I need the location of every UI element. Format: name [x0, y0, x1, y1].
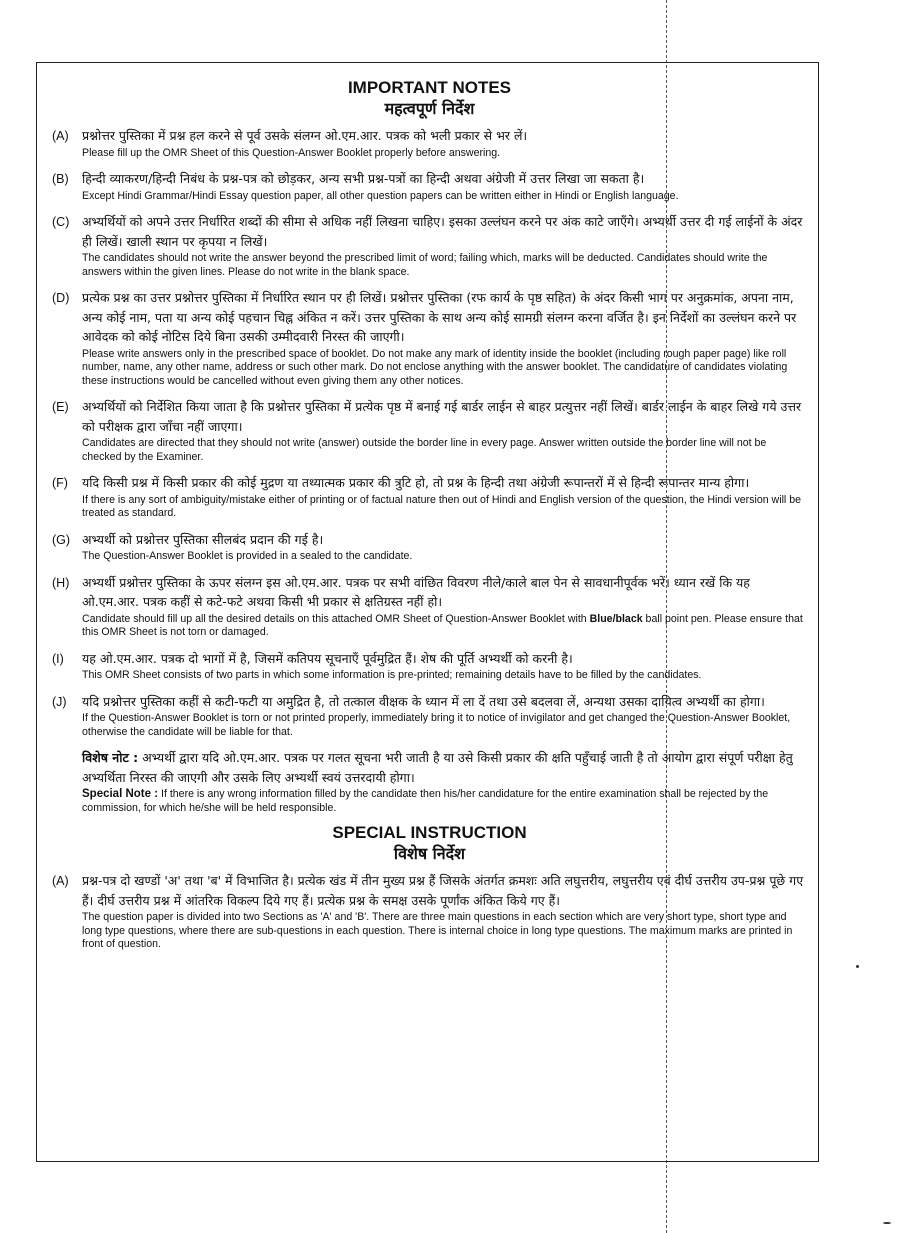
note-label: (A) — [52, 129, 69, 143]
important-notes-title-hindi: महत्वपूर्ण निर्देश — [384, 99, 475, 118]
special-note-english: Special Note : If there is any wrong information filled by the candidate then his/her candidature for the entire examination shall be rejected by the commission, for which he/she will be held responsible. — [82, 788, 769, 814]
special-note-hindi: विशेष नोट : अभ्यर्थी द्वारा यदि ओ.एम.आर. पत्रक पर गलत सूचना भरी जाती है या उसे किसी प्रकार की क्षति पहुँचाई जाती है तो आयोग द्वारा संपूर्ण परीक्षा हेतु अभ्यर्थिता निरस्त की जाएगी और उसके लिए अभ्यर्थी स्वयं उत्तरदायी होगा। — [82, 750, 793, 785]
note-text-hindi: अभ्यर्थियों को अपने उत्तर निर्धारित शब्दों की सीमा से अधिक नहीं लिखना चाहिए। इसका उल्लंघन करने पर अंक काटे जाएँगे। अभ्यर्थी उत्तर दी गई लाईनों के अंदर ही लिखें। खाली स्थान पर कृपया न लिखें। — [82, 214, 803, 249]
note-text-hindi: अभ्यर्थियों को निर्देशित किया जाता है कि प्रश्नोत्तर पुस्तिका में प्रत्येक पृष्ठ में बनाई गई बार्डर लाईन से बाहर प्रत्युत्तर नहीं लिखें। बार्डर लाईन के बाहर लिखे गये उत्तर को परीक्षक द्वारा जाँचा नहीं जाएगा। — [82, 399, 802, 434]
scan-speck — [883, 1222, 891, 1224]
note-label: (H) — [52, 575, 70, 590]
note-text-hindi: प्रश्नोत्तर पुस्तिका में प्रश्न हल करने से पूर्व उसके संलग्न ओ.एम.आर. पत्रक को भली प्रकार से भर लें। — [82, 128, 528, 143]
note-item-h — [52, 573, 807, 640]
special-instruction-title-hindi: विशेष निर्देश — [393, 844, 466, 863]
scan-speck — [856, 965, 859, 968]
note-item-d — [52, 288, 807, 388]
special-note — [82, 748, 807, 815]
note-text-hindi: अभ्यर्थी को प्रश्नोत्तर पुस्तिका सीलबंद प्रदान की गई है। — [82, 531, 324, 547]
instruction-item-a — [52, 871, 807, 952]
note-label: (J) — [52, 694, 67, 709]
note-text-hindi: यदि प्रश्नोत्तर पुस्तिका कहीं से कटी-फटी या अमुद्रित है, तो तत्काल वीक्षक के ध्यान में ला दें तथा उसे बदलवा लें, अन्यथा उसका दायित्व अभ्यर्थी का होगा। — [82, 693, 765, 709]
note-item-f — [52, 473, 807, 521]
instruction-text-hindi: प्रश्न-पत्र दो खण्डों 'अ' तथा 'ब' में विभाजित है। प्रत्येक खंड में तीन मुख्य प्रश्न हैं जिसके अंतर्गत क्रमशः अति लघुत्तरीय, लघुत्तरीय एवं दीर्घ उत्तरीय उप-प्रश्न पूछे गए हैं। दीर्घ उत्तरीय प्रश्न में आंतरिक विकल्प दिये गए हैं। प्रत्येक प्रश्न के समक्ष उसके पूर्णांक अंकित किये गए हैं। — [82, 873, 804, 908]
special-note-hindi-lead: विशेष नोट : — [82, 750, 139, 765]
note-text-hindi: अभ्यर्थी प्रश्नोत्तर पुस्तिका के ऊपर संलग्न इस ओ.एम.आर. पत्रक पर सभी वांछित विवरण नीले/काले बाल पेन से सावधानीपूर्वक भरें। ध्यान रखें कि यह ओ.एम.आर. पत्रक कहीं से कटे-फटे अथवा किसी भी प्रकार से क्षतिग्रस्त नहीं हो। — [82, 574, 750, 609]
note-label: (G) — [52, 532, 71, 547]
note-text-english: This OMR Sheet consists of two parts in which some information is pre-printed; remaining details have to be filled by the candidates. — [82, 669, 702, 681]
instructions-page — [52, 78, 807, 961]
note-label: (C) — [52, 215, 70, 229]
note-item-e — [52, 397, 807, 464]
note-item-c — [52, 212, 807, 279]
important-notes-title: IMPORTANT NOTES — [347, 78, 512, 97]
note-text-hindi: यदि किसी प्रश्न में किसी प्रकार की कोई मुद्रण या तथ्यात्मक प्रकार की त्रुटि हो, तो प्रश्न के हिन्दी तथा अंग्रेजी रूपान्तरों में से हिन्दी रूपान्तर मान्य होगा। — [82, 475, 750, 490]
pen-color-emphasis: Blue/black — [589, 612, 643, 625]
note-text-english: Candidates are directed that they should not write (answer) outside the border line in every page. Answer written outside the border line will not be checked by the Examiner. — [82, 437, 767, 463]
note-label: (I) — [52, 651, 64, 666]
note-text-hindi: यह ओ.एम.आर. पत्रक दो भागों में है, जिसमें कतिपय सूचनाएँ पूर्वमुद्रित हैं। शेष की पूर्ति अभ्यर्थी को करनी है। — [82, 650, 573, 666]
note-item-a — [52, 126, 807, 160]
note-text-english: Except Hindi Grammar/Hindi Essay question paper, all other question papers can be written either in Hindi or English language. — [82, 189, 679, 202]
note-label: (E) — [52, 400, 69, 414]
note-text-english: Please fill up the OMR Sheet of this Question-Answer Booklet properly before answering. — [82, 146, 501, 159]
note-text-hindi: प्रत्येक प्रश्न का उत्तर प्रश्नोत्तर पुस्तिका में निर्धारित स्थान पर ही लिखें। प्रश्नोत्तर पुस्तिका (रफ कार्य के पृष्ठ सहित) के अंदर किसी भाग पर अनुक्रमांक, अपना नाम, अन्य कोई नाम, पता या अन्य कोई पहचान चिह्न अंकित न करें। उत्तर पुस्तिका के साथ अन्य कोई सामग्री संलग्न करना वर्जित है। इन निर्देशों का उल्लंघन करने पर आवेदक को कोई नोटिस दिये बिना उसकी उम्मीदवारी निरस्त की जाएगी। — [82, 290, 797, 344]
note-text-english: The candidates should not write the answer beyond the prescribed limit of word; failing which, marks will be deducted. Candidates should write the answers within the given lines. Please do not write in the blank space. — [82, 252, 768, 278]
note-text-hindi: हिन्दी व्याकरण/हिन्दी निबंध के प्रश्न-पत्र को छोड़कर, अन्य सभी प्रश्न-पत्रों का हिन्दी अथवा अंग्रेजी में उत्तर लिखा जा सकता है। — [82, 171, 645, 186]
note-label: (F) — [52, 476, 68, 490]
note-item-b — [52, 169, 807, 203]
note-item-i — [52, 649, 807, 683]
note-item-j — [52, 692, 807, 740]
note-text-english: Please write answers only in the prescribed space of booklet. Do not make any mark of identity inside the booklet (including rough paper page) like roll number, name, any other name, address or such other mark. Do not enclose anything with the answer booklet. The candidature of candidates violating these instructions would be cancelled without even giving them any other notices. — [82, 347, 788, 387]
note-text-english: If there is any sort of ambiguity/mistake either of printing or of factual nature then out of Hindi and English version of the question, the Hindi version will be treated as standard. — [82, 493, 801, 519]
note-item-g — [52, 530, 807, 564]
note-label: (B) — [52, 172, 69, 186]
instruction-label: (A) — [52, 874, 69, 888]
special-note-english-lead: Special Note : — [82, 788, 159, 800]
note-label: (D) — [52, 291, 70, 305]
special-instruction-title: SPECIAL INSTRUCTION — [332, 823, 527, 842]
note-text-english: Candidate should fill up all the desired details on this attached OMR Sheet of Question-Answer Booklet with Blue/black ball point pen. Please ensure that this OMR Sheet is not torn or damaged. — [82, 612, 803, 638]
instruction-text-english: The question paper is divided into two Sections as 'A' and 'B'. There are three main questions in each section which are very short type, short type and long type questions, where there are sub-questions in each question. There is internal choice in long type questions. The maximum marks are printed in front of question. — [82, 911, 793, 950]
note-text-english: The Question-Answer Booklet is provided in a sealed to the candidate. — [82, 550, 413, 562]
note-text-english: If the Question-Answer Booklet is torn or not printed properly, immediately bring it to notice of invigilator and get changed the Question-Answer Booklet, otherwise the candidate will be liable for that. — [82, 712, 791, 738]
